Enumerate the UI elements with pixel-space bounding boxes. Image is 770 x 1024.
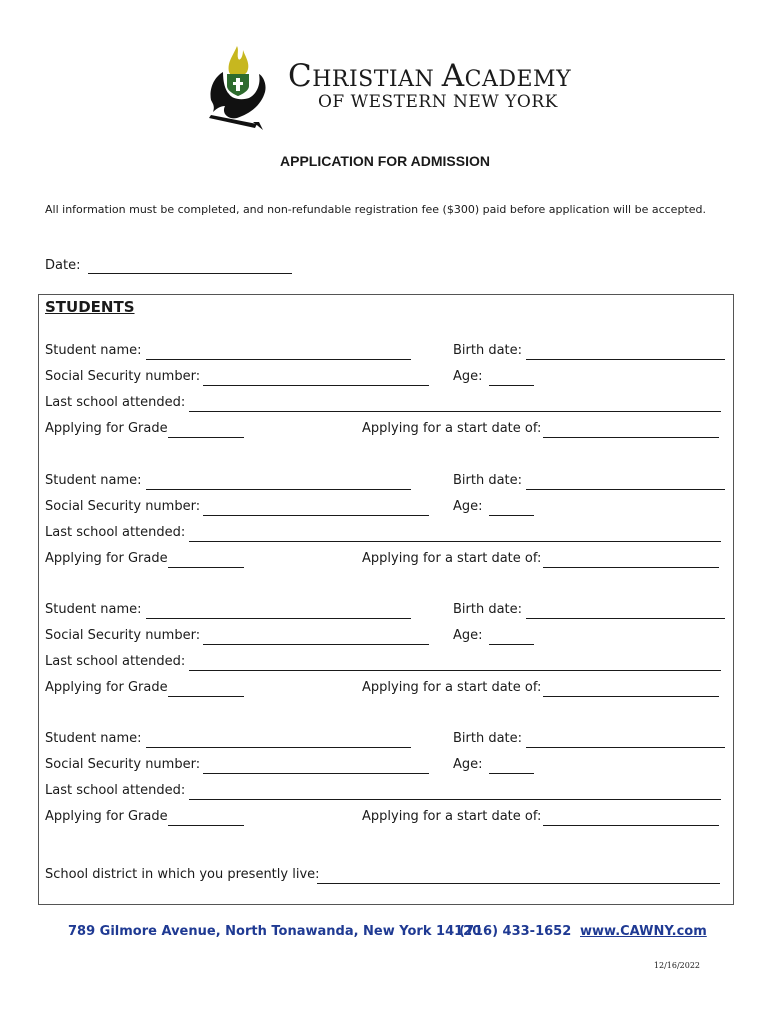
footer-phone: (716) 433-1652 <box>459 924 572 939</box>
district-field[interactable] <box>317 883 720 884</box>
student-ssn-label: Social Security number: <box>45 499 201 514</box>
student-start-field[interactable] <box>543 437 719 438</box>
district-label: School district in which you presently live: <box>45 867 320 882</box>
student-birth-field[interactable] <box>526 359 725 360</box>
student-birth-label: Birth date: <box>453 602 523 617</box>
student-age-field[interactable] <box>489 644 534 645</box>
student-school-label: Last school attended: <box>45 395 186 410</box>
student-name-label: Student name: <box>45 602 142 617</box>
student-ssn-label: Social Security number: <box>45 628 201 643</box>
student-grade-field[interactable] <box>168 696 244 697</box>
student-start-label: Applying for a start date of: <box>362 809 542 824</box>
student-grade-label: Applying for Grade <box>45 809 168 824</box>
student-grade-field[interactable] <box>168 825 244 826</box>
student-start-label: Applying for a start date of: <box>362 421 542 436</box>
student-school-field[interactable] <box>189 541 721 542</box>
student-name-field[interactable] <box>146 489 411 490</box>
student-age-label: Age: <box>453 499 483 514</box>
student-grade-label: Applying for Grade <box>45 551 168 566</box>
student-ssn-label: Social Security number: <box>45 369 201 384</box>
student-start-field[interactable] <box>543 696 719 697</box>
student-school-label: Last school attended: <box>45 783 186 798</box>
student-birth-label: Birth date: <box>453 473 523 488</box>
student-school-field[interactable] <box>189 799 721 800</box>
student-age-field[interactable] <box>489 515 534 516</box>
student-age-label: Age: <box>453 628 483 643</box>
student-age-label: Age: <box>453 757 483 772</box>
students-heading: STUDENTS <box>45 298 135 316</box>
student-birth-field[interactable] <box>526 747 725 748</box>
logo-wordmark-line2: OF WESTERN NEW YORK <box>318 92 558 112</box>
student-ssn-label: Social Security number: <box>45 757 201 772</box>
student-birth-label: Birth date: <box>453 343 523 358</box>
student-name-label: Student name: <box>45 343 142 358</box>
student-school-field[interactable] <box>189 411 721 412</box>
student-birth-label: Birth date: <box>453 731 523 746</box>
student-name-field[interactable] <box>146 618 411 619</box>
intro-text: All information must be completed, and non-refundable registration fee ($300) paid before application will be accepted. <box>45 203 706 216</box>
footer-address: 789 Gilmore Avenue, North Tonawanda, New York 14120 <box>68 924 482 939</box>
student-age-field[interactable] <box>489 773 534 774</box>
student-name-label: Student name: <box>45 473 142 488</box>
student-ssn-field[interactable] <box>203 515 429 516</box>
student-birth-field[interactable] <box>526 618 725 619</box>
date-field[interactable] <box>88 273 292 274</box>
student-grade-field[interactable] <box>168 437 244 438</box>
student-school-label: Last school attended: <box>45 654 186 669</box>
student-name-field[interactable] <box>146 747 411 748</box>
student-start-label: Applying for a start date of: <box>362 680 542 695</box>
student-age-label: Age: <box>453 369 483 384</box>
student-ssn-field[interactable] <box>203 773 429 774</box>
student-school-field[interactable] <box>189 670 721 671</box>
student-birth-field[interactable] <box>526 489 725 490</box>
student-start-label: Applying for a start date of: <box>362 551 542 566</box>
student-grade-label: Applying for Grade <box>45 421 168 436</box>
student-ssn-field[interactable] <box>203 644 429 645</box>
eagle-flame-shield-icon <box>203 44 269 132</box>
student-start-field[interactable] <box>543 825 719 826</box>
student-age-field[interactable] <box>489 385 534 386</box>
student-start-field[interactable] <box>543 567 719 568</box>
student-ssn-field[interactable] <box>203 385 429 386</box>
page-title: APPLICATION FOR ADMISSION <box>280 153 490 169</box>
logo-wordmark-line1: CHRISTIAN ACADEMY <box>288 58 572 94</box>
student-grade-field[interactable] <box>168 567 244 568</box>
date-label: Date: <box>45 258 81 273</box>
footer-website-link[interactable]: www.CAWNY.com <box>580 924 707 939</box>
student-name-label: Student name: <box>45 731 142 746</box>
student-grade-label: Applying for Grade <box>45 680 168 695</box>
revision-date: 12/16/2022 <box>653 961 700 970</box>
student-name-field[interactable] <box>146 359 411 360</box>
student-school-label: Last school attended: <box>45 525 186 540</box>
